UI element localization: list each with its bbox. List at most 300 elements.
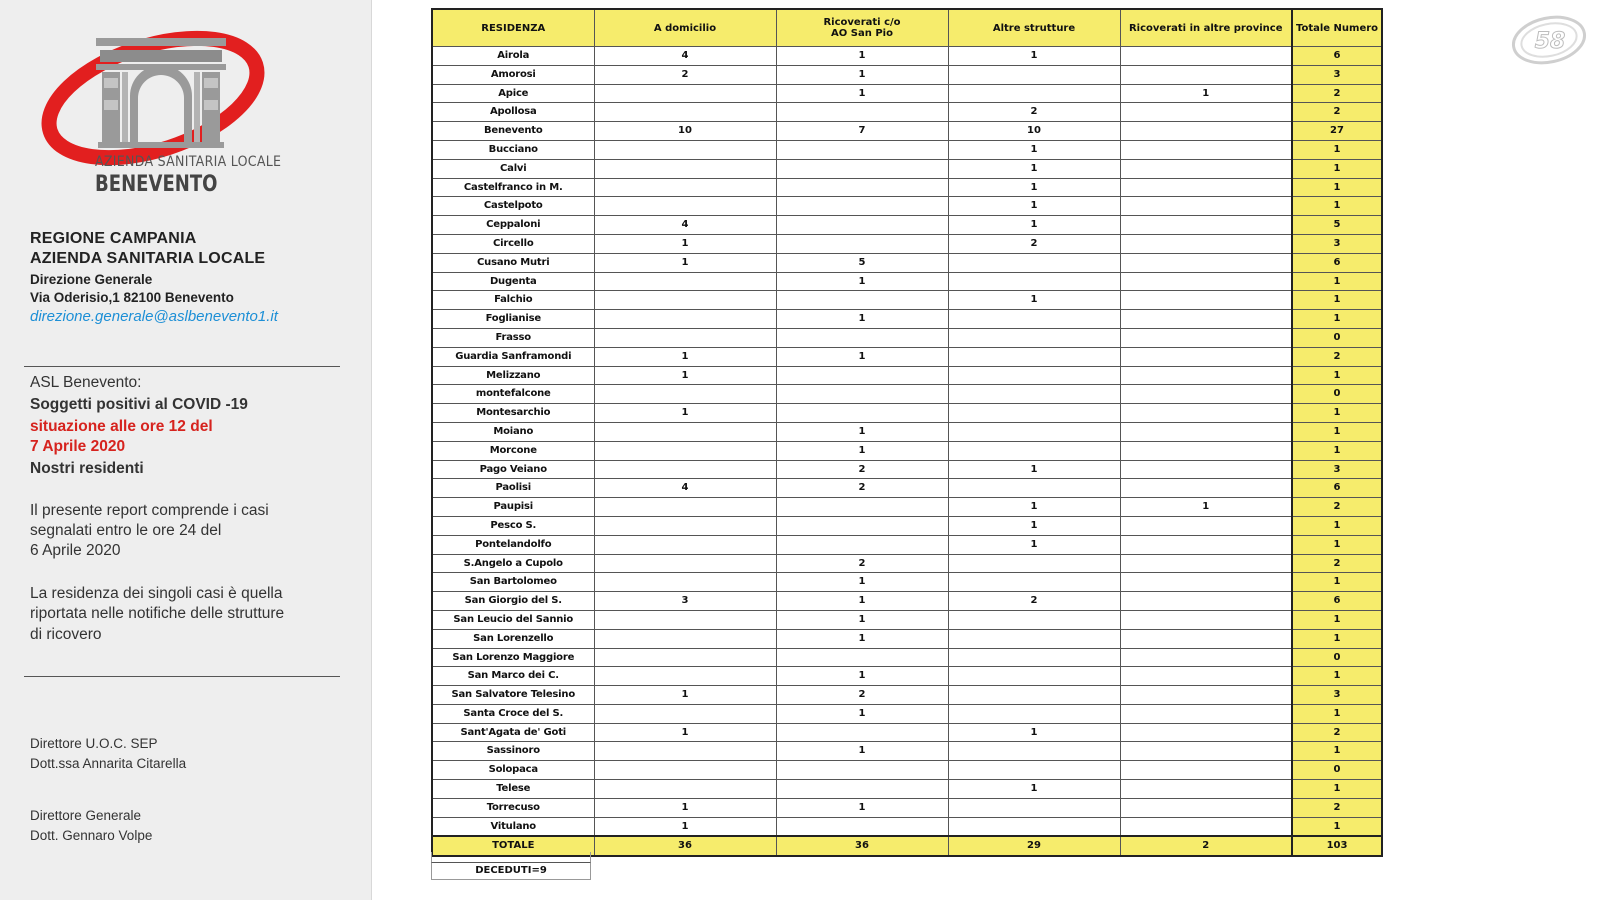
value-cell <box>1120 761 1292 780</box>
residence-cell: San Giorgio del S. <box>432 592 594 611</box>
value-cell <box>948 441 1120 460</box>
note-line: riportata nelle notifiche delle strutture <box>30 605 285 622</box>
table-row <box>432 592 1382 611</box>
value-cell: 7 <box>776 122 948 141</box>
value-cell <box>1120 441 1292 460</box>
total-value: 2 <box>1120 836 1292 856</box>
signature-role: Direttore U.O.C. SEP <box>30 736 158 751</box>
table-row <box>432 140 1382 159</box>
value-cell <box>948 272 1120 291</box>
value-cell <box>948 761 1120 780</box>
residence-cell: Melizzano <box>432 366 594 385</box>
table-row <box>432 65 1382 84</box>
total-value: 29 <box>948 836 1120 856</box>
value-cell <box>948 366 1120 385</box>
value-cell: 1 <box>776 704 948 723</box>
value-cell: 6 <box>1292 479 1382 498</box>
value-cell <box>948 422 1120 441</box>
residence-cell: S.Angelo a Cupolo <box>432 554 594 573</box>
note-line: Il presente report comprende i casi <box>30 502 269 519</box>
value-cell <box>948 310 1120 329</box>
value-cell: 4 <box>594 216 776 235</box>
value-cell <box>594 704 776 723</box>
signature-name: Dott. Gennaro Volpe <box>30 828 153 843</box>
table-row <box>432 704 1382 723</box>
table-row <box>432 234 1382 253</box>
value-cell <box>1120 197 1292 216</box>
value-cell <box>1120 592 1292 611</box>
value-cell: 1 <box>594 347 776 366</box>
value-cell: 2 <box>948 592 1120 611</box>
value-cell: 1 <box>776 629 948 648</box>
value-cell: 1 <box>776 573 948 592</box>
table-row <box>432 573 1382 592</box>
value-cell <box>594 291 776 310</box>
value-cell: 6 <box>1292 253 1382 272</box>
table-row <box>432 479 1382 498</box>
value-cell: 6 <box>1292 47 1382 66</box>
value-cell <box>1120 516 1292 535</box>
value-cell: 1 <box>948 291 1120 310</box>
value-cell: 2 <box>1292 84 1382 103</box>
table-row <box>432 159 1382 178</box>
value-cell <box>594 310 776 329</box>
table-row <box>432 366 1382 385</box>
value-cell: 1 <box>776 742 948 761</box>
residence-cell: Morcone <box>432 441 594 460</box>
value-cell <box>1120 122 1292 141</box>
value-cell: 1 <box>594 817 776 836</box>
table-row <box>432 667 1382 686</box>
value-cell: 3 <box>1292 460 1382 479</box>
value-cell: 1 <box>776 65 948 84</box>
region-name: REGIONE CAMPANIA <box>30 230 197 247</box>
residence-cell: Calvi <box>432 159 594 178</box>
value-cell: 1 <box>1292 159 1382 178</box>
value-cell <box>1120 347 1292 366</box>
department: Direzione Generale <box>30 272 153 287</box>
value-cell <box>776 178 948 197</box>
value-cell <box>594 140 776 159</box>
value-cell <box>948 667 1120 686</box>
value-cell <box>776 780 948 799</box>
value-cell: 1 <box>776 47 948 66</box>
value-cell <box>1120 629 1292 648</box>
value-cell: 1 <box>1292 404 1382 423</box>
table-row <box>432 554 1382 573</box>
residence-cell: San Marco dei C. <box>432 667 594 686</box>
value-cell <box>594 610 776 629</box>
residence-cell: Sassinoro <box>432 742 594 761</box>
value-cell: 1 <box>1292 197 1382 216</box>
value-cell: 1 <box>776 84 948 103</box>
value-cell: 1 <box>594 686 776 705</box>
value-cell: 2 <box>1292 103 1382 122</box>
value-cell <box>948 84 1120 103</box>
note-line: 6 Aprile 2020 <box>30 542 121 559</box>
value-cell <box>776 140 948 159</box>
residence-cell: Castelpoto <box>432 197 594 216</box>
value-cell <box>776 234 948 253</box>
residence-cell: Apollosa <box>432 103 594 122</box>
value-cell <box>948 573 1120 592</box>
value-cell <box>1120 404 1292 423</box>
residence-cell: San Bartolomeo <box>432 573 594 592</box>
value-cell <box>1120 328 1292 347</box>
value-cell <box>594 460 776 479</box>
value-cell <box>948 817 1120 836</box>
value-cell <box>594 498 776 517</box>
table-row <box>432 47 1382 66</box>
logo-text-line1: AZIENDA SANITARIA LOCALE <box>95 154 282 170</box>
org-name: AZIENDA SANITARIA LOCALE <box>30 250 266 267</box>
residence-cell: Circello <box>432 234 594 253</box>
total-value: 36 <box>776 836 948 856</box>
value-cell <box>594 328 776 347</box>
value-cell <box>594 159 776 178</box>
residence-cell: San Lorenzello <box>432 629 594 648</box>
value-cell: 1 <box>776 422 948 441</box>
column-header: A domicilio <box>594 9 776 47</box>
residence-cell: San Leucio del Sannio <box>432 610 594 629</box>
value-cell <box>948 65 1120 84</box>
value-cell: 1 <box>1292 441 1382 460</box>
value-cell <box>594 385 776 404</box>
value-cell <box>776 404 948 423</box>
value-cell: 27 <box>1292 122 1382 141</box>
value-cell <box>776 291 948 310</box>
deaths-count: DECEDUTI=9 <box>431 862 591 880</box>
value-cell: 1 <box>948 780 1120 799</box>
value-cell: 1 <box>776 667 948 686</box>
value-cell: 2 <box>948 234 1120 253</box>
column-header: Ricoverati c/o AO San Pio <box>776 9 948 47</box>
value-cell <box>776 385 948 404</box>
value-cell: 0 <box>1292 648 1382 667</box>
value-cell <box>1120 742 1292 761</box>
table-row <box>432 347 1382 366</box>
value-cell: 6 <box>1292 592 1382 611</box>
value-cell <box>776 535 948 554</box>
residence-cell: Vitulano <box>432 817 594 836</box>
value-cell: 1 <box>1292 366 1382 385</box>
value-cell: 1 <box>1292 629 1382 648</box>
value-cell <box>594 780 776 799</box>
value-cell <box>1120 385 1292 404</box>
value-cell: 2 <box>1292 347 1382 366</box>
value-cell <box>776 723 948 742</box>
residence-cell: Foglianise <box>432 310 594 329</box>
value-cell: 1 <box>948 140 1120 159</box>
value-cell <box>1120 479 1292 498</box>
note-line: segnalati entro le ore 24 del <box>30 522 222 539</box>
value-cell: 2 <box>1292 498 1382 517</box>
value-cell <box>948 479 1120 498</box>
value-cell: 1 <box>1292 535 1382 554</box>
table-row <box>432 648 1382 667</box>
value-cell: 1 <box>948 178 1120 197</box>
value-cell <box>1120 460 1292 479</box>
table-row <box>432 761 1382 780</box>
value-cell: 2 <box>776 686 948 705</box>
value-cell <box>776 216 948 235</box>
value-cell <box>1120 65 1292 84</box>
value-cell: 5 <box>1292 216 1382 235</box>
residence-cell: Bucciano <box>432 140 594 159</box>
value-cell: 1 <box>1292 516 1382 535</box>
residence-cell: Benevento <box>432 122 594 141</box>
signature-name: Dott.ssa Annarita Citarella <box>30 756 187 771</box>
value-cell <box>1120 686 1292 705</box>
value-cell <box>948 704 1120 723</box>
value-cell: 1 <box>776 798 948 817</box>
table-row <box>432 498 1382 517</box>
table-row <box>432 122 1382 141</box>
table-row <box>432 328 1382 347</box>
residence-cell: Torrecuso <box>432 798 594 817</box>
table-row <box>432 780 1382 799</box>
value-cell <box>776 159 948 178</box>
value-cell <box>948 610 1120 629</box>
total-value: 103 <box>1292 836 1382 856</box>
badge-text: 58 <box>1534 29 1566 54</box>
residence-cell: Paolisi <box>432 479 594 498</box>
value-cell: 2 <box>1292 723 1382 742</box>
value-cell: 1 <box>1292 272 1382 291</box>
value-cell: 1 <box>594 366 776 385</box>
value-cell <box>594 197 776 216</box>
residence-cell: Paupisi <box>432 498 594 517</box>
value-cell <box>776 366 948 385</box>
value-cell <box>594 648 776 667</box>
value-cell <box>1120 140 1292 159</box>
logo-text-line2: BENEVENTO <box>95 172 218 197</box>
column-header: Totale Numero <box>1292 9 1382 47</box>
value-cell: 2 <box>1292 798 1382 817</box>
value-cell <box>1120 103 1292 122</box>
value-cell: 1 <box>948 197 1120 216</box>
value-cell <box>1120 272 1292 291</box>
value-cell <box>1120 159 1292 178</box>
value-cell: 10 <box>948 122 1120 141</box>
residence-cell: San Lorenzo Maggiore <box>432 648 594 667</box>
residence-cell: Pontelandolfo <box>432 535 594 554</box>
table-header-row <box>432 9 1382 47</box>
value-cell: 1 <box>594 253 776 272</box>
residence-cell: Pago Veiano <box>432 460 594 479</box>
value-cell <box>776 103 948 122</box>
note-line: La residenza dei singoli casi è quella <box>30 585 283 602</box>
table-row <box>432 404 1382 423</box>
value-cell: 1 <box>1292 780 1382 799</box>
divider-bottom <box>24 676 340 677</box>
value-cell <box>1120 573 1292 592</box>
table-row <box>432 253 1382 272</box>
value-cell <box>1120 234 1292 253</box>
value-cell: 1 <box>776 441 948 460</box>
report-title: Soggetti positivi al COVID -19 <box>30 396 248 413</box>
value-cell: 4 <box>594 47 776 66</box>
report-situation: situazione alle ore 12 del <box>30 418 213 435</box>
divider-top <box>24 366 340 367</box>
residence-cell: San Salvatore Telesino <box>432 686 594 705</box>
signature-role: Direttore Generale <box>30 808 142 823</box>
table-row <box>432 460 1382 479</box>
value-cell: 2 <box>948 103 1120 122</box>
value-cell: 1 <box>948 216 1120 235</box>
table-row <box>432 197 1382 216</box>
value-cell <box>1120 610 1292 629</box>
value-cell <box>594 422 776 441</box>
value-cell: 1 <box>776 347 948 366</box>
value-cell <box>594 667 776 686</box>
value-cell: 1 <box>948 460 1120 479</box>
value-cell: 0 <box>1292 385 1382 404</box>
value-cell: 1 <box>1292 610 1382 629</box>
value-cell <box>1120 291 1292 310</box>
value-cell <box>1120 535 1292 554</box>
table-row <box>432 516 1382 535</box>
total-value: 36 <box>594 836 776 856</box>
value-cell <box>948 629 1120 648</box>
table-row <box>432 535 1382 554</box>
residence-cell: Falchio <box>432 291 594 310</box>
value-cell <box>948 404 1120 423</box>
table-row <box>432 291 1382 310</box>
value-cell <box>1120 817 1292 836</box>
email-link[interactable]: direzione.generale@aslbenevento1.it <box>30 308 278 325</box>
value-cell: 1 <box>1292 291 1382 310</box>
value-cell <box>1120 366 1292 385</box>
value-cell: 1 <box>594 404 776 423</box>
value-cell: 1 <box>1292 310 1382 329</box>
residence-cell: Moiano <box>432 422 594 441</box>
table-row <box>432 742 1382 761</box>
value-cell <box>776 817 948 836</box>
value-cell: 5 <box>776 253 948 272</box>
residence-cell: Pesco S. <box>432 516 594 535</box>
value-cell <box>1120 422 1292 441</box>
value-cell <box>1120 798 1292 817</box>
table-row <box>432 385 1382 404</box>
column-header: Altre strutture <box>948 9 1120 47</box>
table-row <box>432 272 1382 291</box>
value-cell <box>776 648 948 667</box>
residence-cell: Amorosi <box>432 65 594 84</box>
covid-cases-table <box>431 8 1383 857</box>
value-cell: 4 <box>594 479 776 498</box>
value-cell: 3 <box>1292 65 1382 84</box>
residence-cell: Ceppaloni <box>432 216 594 235</box>
value-cell <box>1120 704 1292 723</box>
value-cell: 1 <box>1292 422 1382 441</box>
value-cell: 1 <box>1120 498 1292 517</box>
value-cell: 1 <box>1292 742 1382 761</box>
residence-cell: Montesarchio <box>432 404 594 423</box>
value-cell: 1 <box>1292 817 1382 836</box>
residence-cell: Sant'Agata de' Goti <box>432 723 594 742</box>
value-cell: 1 <box>948 535 1120 554</box>
value-cell: 10 <box>594 122 776 141</box>
channel-58-logo <box>1510 14 1588 66</box>
value-cell: 0 <box>1292 328 1382 347</box>
note-line: di ricovero <box>30 626 102 643</box>
value-cell: 1 <box>948 159 1120 178</box>
residence-cell: Castelfranco in M. <box>432 178 594 197</box>
value-cell: 3 <box>1292 234 1382 253</box>
report-date: 7 Aprile 2020 <box>30 438 126 455</box>
value-cell: 3 <box>594 592 776 611</box>
value-cell <box>948 554 1120 573</box>
residence-cell: Dugenta <box>432 272 594 291</box>
value-cell: 1 <box>1292 667 1382 686</box>
table-row <box>432 629 1382 648</box>
residence-cell: montefalcone <box>432 385 594 404</box>
value-cell: 1 <box>1292 140 1382 159</box>
value-cell <box>948 328 1120 347</box>
value-cell <box>776 516 948 535</box>
value-cell <box>1120 253 1292 272</box>
value-cell: 1 <box>1292 704 1382 723</box>
value-cell <box>594 761 776 780</box>
value-cell <box>1120 667 1292 686</box>
column-header: RESIDENZA <box>432 9 594 47</box>
value-cell: 3 <box>1292 686 1382 705</box>
value-cell: 1 <box>948 498 1120 517</box>
table-row <box>432 441 1382 460</box>
value-cell <box>594 516 776 535</box>
table-row <box>432 310 1382 329</box>
value-cell <box>594 535 776 554</box>
value-cell: 2 <box>776 460 948 479</box>
residence-cell: Santa Croce del S. <box>432 704 594 723</box>
value-cell <box>948 347 1120 366</box>
residence-cell: Apice <box>432 84 594 103</box>
value-cell: 1 <box>594 798 776 817</box>
value-cell <box>594 629 776 648</box>
value-cell: 1 <box>776 592 948 611</box>
table-row <box>432 216 1382 235</box>
total-label: TOTALE <box>432 836 594 856</box>
value-cell <box>948 385 1120 404</box>
sidebar <box>0 0 372 900</box>
table-row <box>432 610 1382 629</box>
value-cell <box>948 686 1120 705</box>
value-cell <box>594 84 776 103</box>
value-cell: 0 <box>1292 761 1382 780</box>
residence-cell: Telese <box>432 780 594 799</box>
deaths-box-spacer <box>431 852 591 862</box>
value-cell: 1 <box>948 516 1120 535</box>
address: Via Oderisio,1 82100 Benevento <box>30 290 234 305</box>
table-row <box>432 686 1382 705</box>
value-cell <box>1120 554 1292 573</box>
value-cell <box>1120 780 1292 799</box>
value-cell: 1 <box>1292 178 1382 197</box>
value-cell <box>594 554 776 573</box>
residence-cell: Cusano Mutri <box>432 253 594 272</box>
table-row <box>432 422 1382 441</box>
value-cell <box>594 573 776 592</box>
table-row <box>432 103 1382 122</box>
value-cell <box>594 742 776 761</box>
value-cell: 1 <box>776 610 948 629</box>
table-row <box>432 723 1382 742</box>
value-cell <box>1120 178 1292 197</box>
column-header: Ricoverati in altre province <box>1120 9 1292 47</box>
value-cell: 1 <box>776 272 948 291</box>
value-cell <box>776 328 948 347</box>
